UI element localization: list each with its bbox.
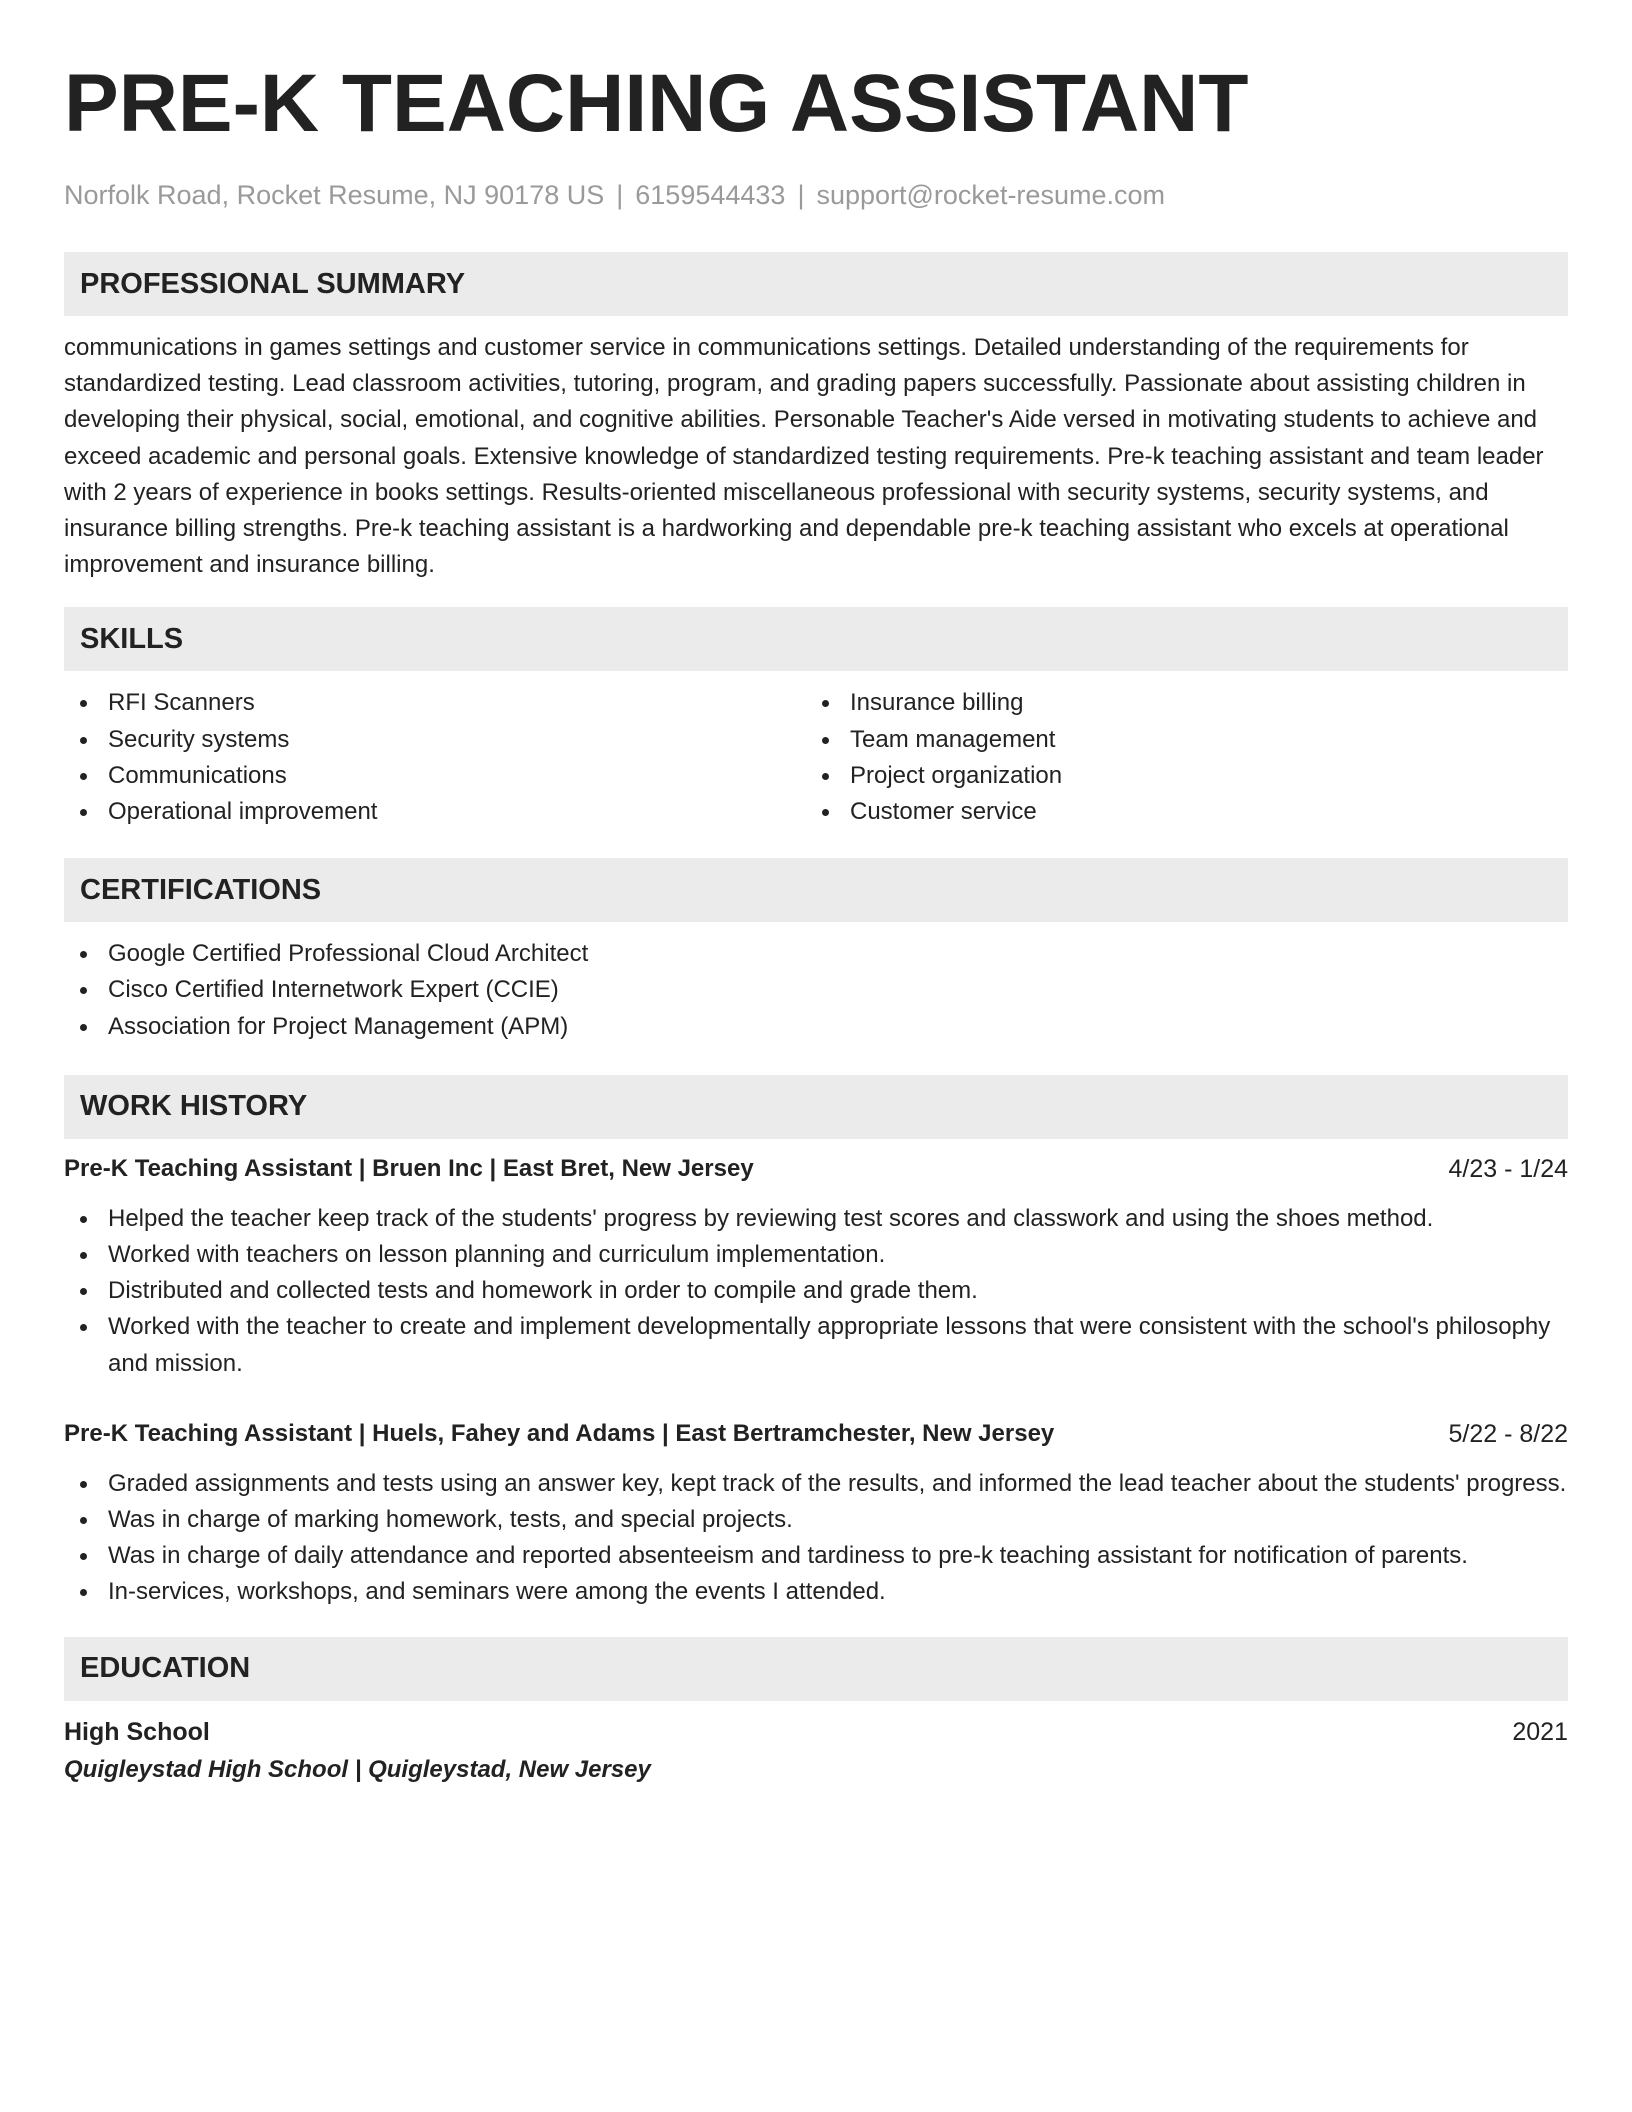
job-duty: Helped the teacher keep track of the students' progress by reviewing test scores and classwork and using the shoes method. (64, 1201, 1568, 1237)
contact-phone: 6159544433 (635, 180, 786, 210)
job-duty: Distributed and collected tests and homework in order to compile and grade them. (64, 1273, 1568, 1309)
skills-column-right (806, 685, 1548, 830)
certifications-list (64, 936, 1568, 1045)
skill-item: Customer service (806, 794, 1548, 830)
section-heading-certifications: CERTIFICATIONS (64, 858, 1568, 922)
section-heading-skills: SKILLS (64, 607, 1568, 671)
skill-item: Project organization (806, 758, 1548, 794)
education-degree-row (64, 1713, 1568, 1751)
skill-item: Operational improvement (64, 794, 806, 830)
job-entry (64, 1151, 1568, 1382)
job-header (64, 1151, 1568, 1187)
skill-item: Insurance billing (806, 685, 1548, 721)
contact-address: Norfolk Road, Rocket Resume, NJ 90178 US (64, 180, 605, 210)
contact-line (64, 178, 1568, 212)
summary-text: communications in games settings and customer service in communications settings. Detailed understanding of the requirements for standardized testing. Lead classroom activities, tutoring, program, and grading papers successfully. Passionate about assisting children in developing their physical, social, emotional, and cognitive abilities. Personable Teacher's Aide versed in motivating students to achieve and exceed academic and personal goals. Extensive knowledge of standardized testing requirements. Pre-k teaching assistant and team leader with 2 years of experience in books settings. Results-oriented miscellaneous professional with security systems, security systems, and insurance billing strengths. Pre-k teaching assistant is a hardworking and dependable pre-k teaching assistant who excels at operational improvement and insurance billing. (64, 334, 1544, 579)
contact-separator: | (797, 180, 805, 210)
skills-list (64, 685, 1568, 830)
resume-page (64, 0, 1568, 1789)
resume-name: PRE-K TEACHING ASSISTANT (64, 58, 1249, 149)
education-year: 2021 (1512, 1717, 1568, 1746)
job-duties (64, 1466, 1568, 1611)
skill-item: RFI Scanners (64, 685, 806, 721)
education-degree: High School (64, 1717, 210, 1746)
education-entry (64, 1713, 1568, 1789)
section-heading-education: EDUCATION (64, 1637, 1568, 1701)
job-title: Pre-K Teaching Assistant | Huels, Fahey and Adams | East Bertramchester, New Jersey (64, 1419, 1055, 1447)
certification-item: Cisco Certified Internetwork Expert (CCIE) (64, 972, 1568, 1008)
skill-item: Team management (806, 722, 1548, 758)
job-duty: Was in charge of daily attendance and reported absenteeism and tardiness to pre-k teaching assistant for notification of parents. (64, 1538, 1568, 1574)
certification-item: Association for Project Management (APM) (64, 1009, 1568, 1045)
contact-separator: | (616, 180, 624, 210)
certification-item: Google Certified Professional Cloud Architect (64, 936, 1568, 972)
job-duty: Worked with the teacher to create and implement developmentally appropriate lessons that were consistent with the school's philosophy and mission. (64, 1309, 1568, 1381)
job-duty: Graded assignments and tests using an answer key, kept track of the results, and informed the lead teacher about the students' progress. (64, 1466, 1568, 1502)
job-duties (64, 1201, 1568, 1382)
job-dates: 5/22 - 8/22 (1448, 1419, 1568, 1448)
job-duty: Worked with teachers on lesson planning and curriculum implementation. (64, 1237, 1568, 1273)
education-school: Quigleystad High School | Quigleystad, New Jersey (64, 1755, 651, 1783)
job-entry (64, 1416, 1568, 1611)
skill-item: Communications (64, 758, 806, 794)
job-dates: 4/23 - 1/24 (1448, 1154, 1568, 1183)
job-header (64, 1416, 1568, 1452)
section-heading-work-history: WORK HISTORY (64, 1075, 1568, 1139)
job-duty: Was in charge of marking homework, tests, and special projects. (64, 1502, 1568, 1538)
contact-email: support@rocket-resume.com (816, 180, 1165, 210)
job-duty: In-services, workshops, and seminars were among the events I attended. (64, 1574, 1568, 1610)
skill-item: Security systems (64, 722, 806, 758)
section-heading-summary: PROFESSIONAL SUMMARY (64, 252, 1568, 316)
skills-column-left (64, 685, 806, 830)
job-title: Pre-K Teaching Assistant | Bruen Inc | East Bret, New Jersey (64, 1154, 754, 1182)
